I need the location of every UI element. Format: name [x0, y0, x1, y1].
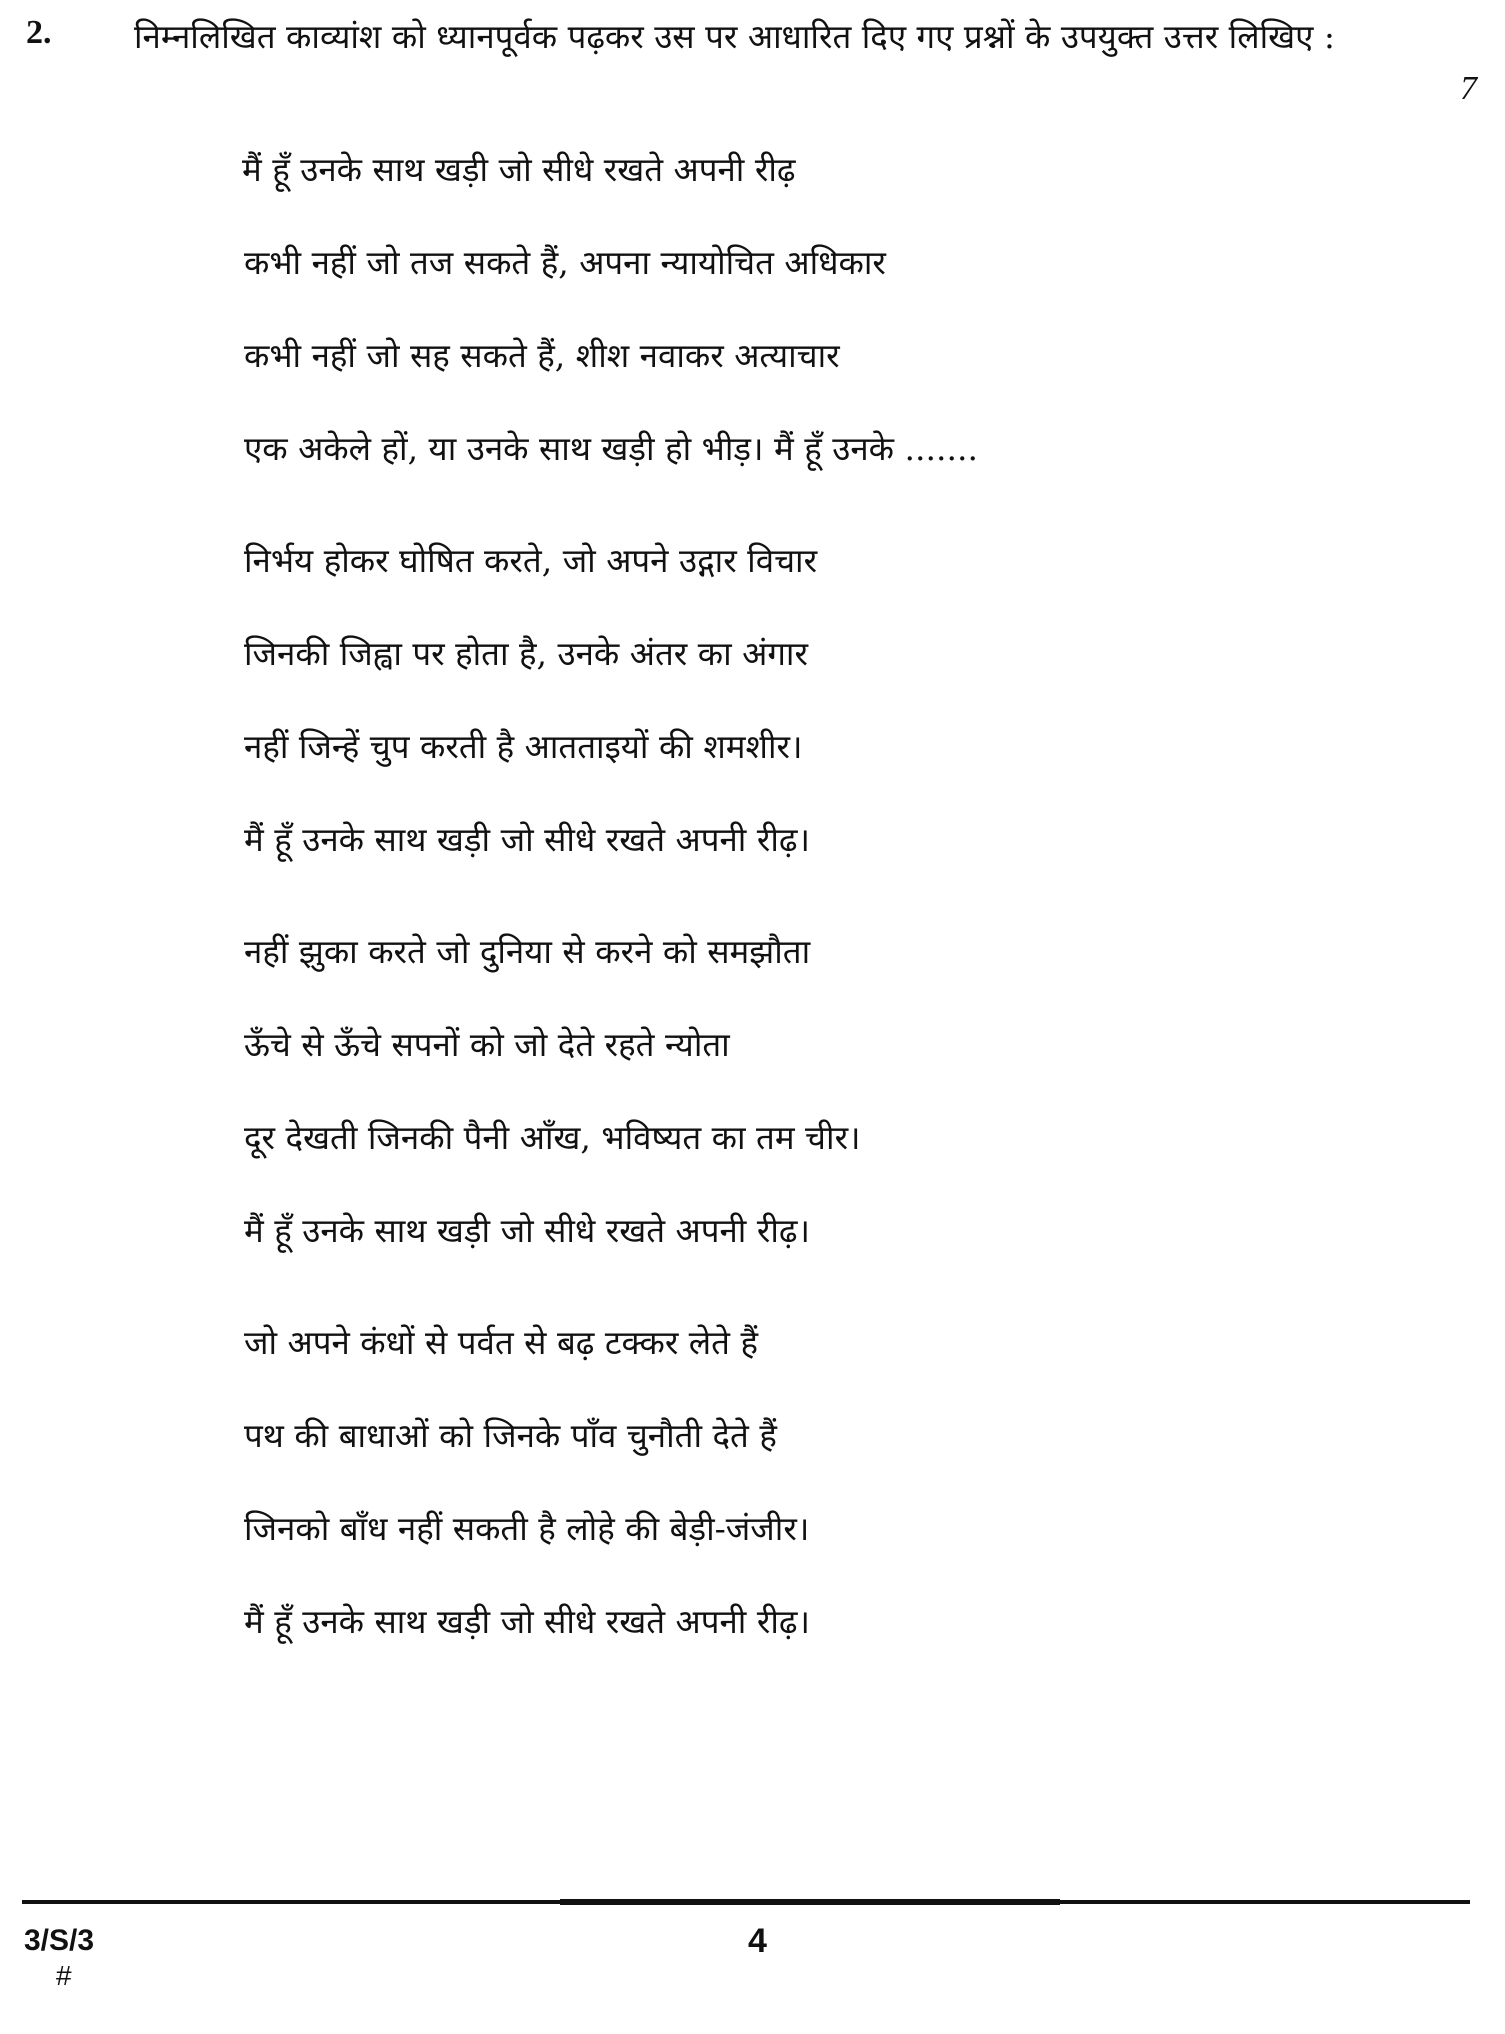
- paper-code: 3/S/3: [24, 1924, 95, 1957]
- poem-line: मैं हूँ उनके साथ खड़ी जो सीधे रखते अपनी रीढ़।: [244, 1211, 810, 1250]
- question-marks: 7: [1460, 70, 1477, 107]
- poem-stanza-3: [244, 932, 978, 1251]
- poem-line: कभी नहीं जो सह सकते हैं, शीश नवाकर अत्याचार: [244, 336, 840, 375]
- poem-line: मैं हूँ उनके साथ खड़ी जो सीधे रखते अपनी रीढ़।: [244, 1602, 810, 1641]
- poem-line: दूर देखती जिनकी पैनी आँख, भविष्यत का तम चीर।: [244, 1118, 861, 1157]
- poem-line: जिनकी जिह्वा पर होता है, उनके अंतर का अंगार: [244, 634, 808, 673]
- poem-stanza-1: [244, 150, 978, 469]
- poem-stanza-2: [244, 541, 978, 860]
- footer-divider-thick: [560, 1899, 1060, 1905]
- question-number: 2.: [26, 14, 52, 51]
- poem-line: मैं हूँ उनके साथ खड़ी जो सीधे रखते अपनी रीढ़।: [244, 820, 810, 859]
- poem-line: कभी नहीं जो तज सकते हैं, अपना न्यायोचित अधिकार: [244, 243, 886, 282]
- question-instruction: निम्नलिखित काव्यांश को ध्यानपूर्वक पढ़कर उस पर आधारित दिए गए प्रश्नों के उपयुक्त उत्तर लिखिए :: [134, 17, 1336, 56]
- page-number: 4: [748, 1922, 767, 1960]
- poem-line: एक अकेले हों, या उनके साथ खड़ी हो भीड़। मैं हूँ उनके .......: [244, 429, 978, 468]
- poem-line: जो अपने कंधों से पर्वत से बढ़ टक्कर लेते हैं: [244, 1323, 759, 1362]
- poem-line: पथ की बाधाओं को जिनके पाँव चुनौती देते हैं: [244, 1416, 777, 1455]
- poem-line: नहीं जिन्हें चुप करती है आतताइयों की शमशीर।: [244, 727, 803, 766]
- poem-line: मैं हूँ उनके साथ खड़ी जो सीधे रखते अपनी रीढ़: [242, 150, 796, 189]
- footer-hash-mark: #: [56, 1960, 72, 1991]
- poem-line: ऊँचे से ऊँचे सपनों को जो देते रहते न्योता: [244, 1025, 730, 1064]
- poem-stanza-4: [244, 1323, 978, 1642]
- poem-line: जिनको बाँध नहीं सकती है लोहे की बेड़ी-जंजीर।: [244, 1509, 810, 1548]
- poem: [244, 150, 978, 1714]
- poem-line: नहीं झुका करते जो दुनिया से करने को समझौता: [244, 932, 811, 971]
- poem-line: निर्भय होकर घोषित करते, जो अपने उद्गार विचार: [244, 541, 818, 580]
